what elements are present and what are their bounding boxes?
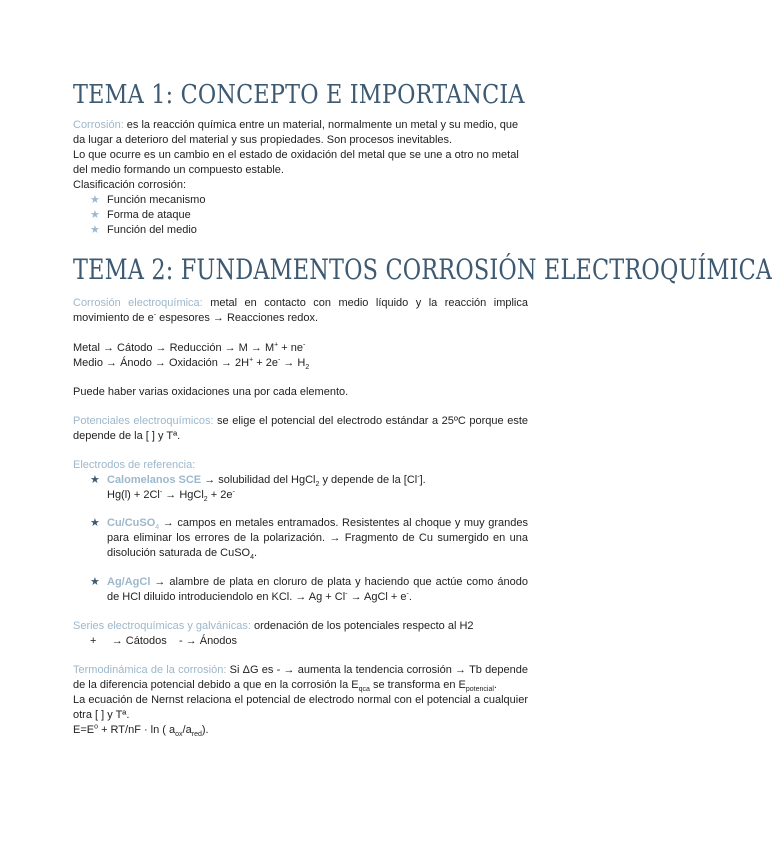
ag-electrode xyxy=(73,575,528,605)
star-icon: ★ xyxy=(90,517,100,529)
sce-label: Calomelanos SCE xyxy=(107,474,202,486)
star-icon: ★ xyxy=(90,194,100,206)
list-item: ★ Función del medio xyxy=(90,224,197,236)
potenciales-label: Potenciales electroquímicos: xyxy=(73,415,214,427)
electro-label: Corrosión electroquímica: xyxy=(73,297,203,309)
corrosion-definition xyxy=(73,118,528,148)
classification-title: Clasificación corrosión: xyxy=(73,179,187,191)
corrosion-text: es la reacción química entre un material, normalmente un metal y su medio, que da lugar a deterioro del material y sus propiedades. Son procesos inevitables. xyxy=(73,119,519,146)
ag-label: Ag/AgCl xyxy=(107,576,151,588)
metal-line: Metal → Cátodo → Reducción → M → M+ + ne- xyxy=(73,341,306,354)
tema1-body xyxy=(73,118,528,238)
varias-oxidaciones: Puede haber varias oxidaciones una por cada elemento. xyxy=(73,386,349,398)
star-icon: ★ xyxy=(90,474,100,486)
series: Series electroquímicas y galvánicas: ordenación de los potenciales respecto al H2 + → Cátodos - → Ánodos xyxy=(73,619,528,649)
tema1-title: TEMA 1: CONCEPTO E IMPORTANCIA xyxy=(73,80,525,110)
electrochemical-corrosion: Corrosión electroquímica: metal en contacto con medio líquido y la reacción implica movimiento de e- espesores → Reacciones redox. xyxy=(73,297,528,324)
electrodos-title: Electrodos de referencia: xyxy=(73,459,196,471)
redox-lines xyxy=(73,341,528,371)
medio-line: Medio → Ánodo → Oxidación → $2H^+ + 2e^- \to H_2$ xyxy=(73,356,310,372)
potenciales: Potenciales electroquímicos: se elige el potencial del electrodo estándar a 25ºC porque este depende de la [ ] y Tª. xyxy=(73,415,528,442)
list-item: ★ Forma de ataque xyxy=(90,209,191,221)
classification-list xyxy=(73,193,528,238)
cu-label: Cu/CuSO xyxy=(107,517,156,529)
star-icon: ★ xyxy=(90,209,100,221)
oxidation-state-paragraph: Lo que ocurre es un cambio en el estado de oxidación del metal que se une a otro no metal del medio formando un compuesto estable. xyxy=(73,149,519,176)
series-label: Series electroquímicas y galvánicas: xyxy=(73,620,251,632)
nernst-formula: $E=E^o + RT/nF \cdot \ln$ ( $a_{ox}/a_{red}$). xyxy=(73,723,209,739)
tema2-title: TEMA 2: FUNDAMENTOS CORROSIÓN ELECTROQUÍMICA xyxy=(73,253,772,286)
star-icon: ★ xyxy=(90,576,100,588)
star-icon: ★ xyxy=(90,224,100,236)
list-item: ★ Ag/AgCl → alambre de plata en cloruro de plata y haciendo que actúe como ánodo de HCl diluido introduciendolo en KCl. → Ag + Cl- → AgCl + e-. xyxy=(90,576,528,603)
cu-electrode xyxy=(73,516,528,561)
list-item: ★ Calomelanos SCE → solubilidad del HgCl$_2$ y depende de la [Cl-]. Hg(l) + 2Cl- → HgCl$_2$ + 2e- xyxy=(90,473,426,504)
corrosion-label: Corrosión: xyxy=(73,119,124,131)
termo-label: Termodinámica de la corrosión: xyxy=(73,664,227,676)
nernst-text: La ecuación de Nernst relaciona el potencial de electrodo normal con el potencial a cualquier otra [ ] y Tª. xyxy=(73,694,528,721)
list-item: ★ Cu/CuSO$_4$ → campos en metales entramados. Resistentes al choque y muy grandes para eliminar los errores de la polarización. → Fragmento de Cu sumergido en una disolución saturada de CuSO$_4$. xyxy=(90,517,528,562)
electrodos-referencia xyxy=(73,458,528,503)
series-line: + → Cátodos - → Ánodos xyxy=(90,635,238,647)
termodinamica: Termodinámica de la corrosión: Si ΔG es - → aumenta la tendencia corrosión → Tb depende de la diferencia potencial debido a que en la corrosión la $E_{qca}$ se transforma en $E_{potencial}$. La ecuación de Nernst relaciona el potencial de electrodo normal con el potencial a cualquier otra [ ] y Tª. $E=E^o + RT/nF \cdot \ln$ ( $a_{ox}/a_{red}$). xyxy=(73,664,528,739)
list-item: ★ Función mecanismo xyxy=(90,194,206,206)
